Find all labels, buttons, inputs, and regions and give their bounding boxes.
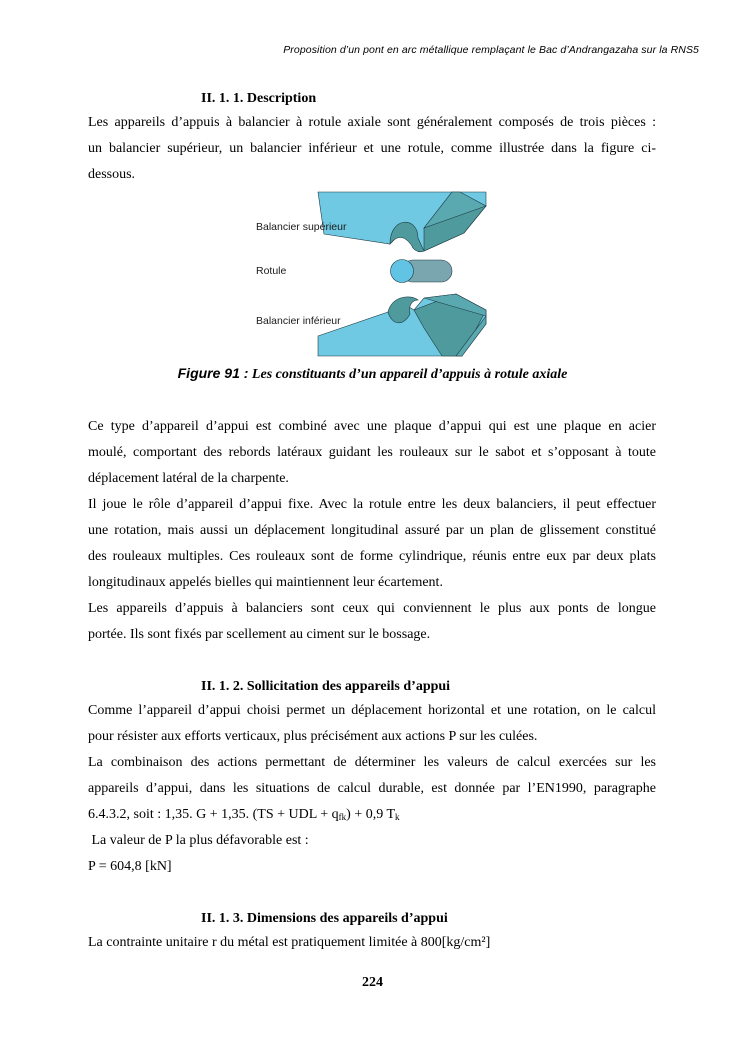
figure-caption-text: Les constituants d’un appareil d’appuis à rotule axiale	[248, 367, 568, 382]
text-line: déplacement latéral de la charpente.	[88, 471, 289, 486]
section-heading-solicitation: II. 1. 2. Sollicitation des appareils d’appui	[201, 679, 451, 694]
running-header: Proposition d’un pont en arc métallique remplaçant le Bac d’Andrangazaha sur la RNS5	[283, 44, 699, 56]
text-line: pour résister aux efforts verticaux, plus précisément aux actions P sur les culées.	[88, 729, 538, 744]
page-number: 224	[362, 975, 383, 990]
bearing-type-paragraph	[88, 414, 656, 648]
load-combination-formula: 6.4.3.2, soit : 1,35. G + 1,35. (TS + UDL + $q_{fk}) + 0,9$ $T_k$	[88, 807, 400, 822]
description-paragraph	[88, 110, 656, 188]
label-rotule: Rotule	[256, 265, 287, 277]
text-line: Ce type d’appareil d’appui est combiné avec une plaque d’appui qui est une plaque en acier	[88, 419, 656, 434]
text-line: Comme l’appareil d’appui choisi permet un déplacement horizontal et une rotation, on le calcul	[88, 703, 656, 718]
section-heading-description: II. 1. 1. Description	[201, 91, 317, 106]
text-line: dessous.	[88, 167, 136, 182]
text-line: Les appareils d’appuis à balancier à rotule axiale sont généralement composés de trois pièces :	[88, 115, 656, 130]
lower-rocker-illustration	[318, 294, 486, 356]
figure-caption-number: Figure 91 :	[177, 365, 249, 381]
load-value: P = 604,8 [kN]	[88, 859, 172, 874]
label-lower-rocker: Balancier inférieur	[256, 315, 341, 327]
text-line: des rouleaux multiples. Ces rouleaux sont de forme cylindrique, réunis entre eux par deux plats	[88, 549, 656, 564]
text-line: La valeur de P la plus défavorable est :	[88, 833, 309, 848]
bearing-components-figure	[252, 188, 494, 358]
text-line: une rotation, mais aussi un déplacement longitudinal assuré par un plan de glissement constitué	[88, 523, 656, 538]
text-line: Les appareils d’appuis à balanciers sont ceux qui conviennent le plus aux ponts de longue	[88, 601, 656, 616]
text-line: portée. Ils sont fixés par scellement au ciment sur le bossage.	[88, 627, 431, 642]
text-line: moulé, comportant des rebords latéraux guidant les rouleaux sur le sabot et s’opposant à toute	[88, 445, 656, 460]
rotule-end	[391, 260, 414, 283]
solicitation-paragraph	[88, 698, 656, 880]
rotule-illustration	[391, 260, 453, 283]
text-line: La contrainte unitaire r du métal est pratiquement limitée à 800[kg/cm²]	[88, 935, 491, 950]
text-line: un balancier supérieur, un balancier inférieur et une rotule, comme illustrée dans la figure ci-	[88, 141, 656, 156]
label-upper-rocker: Balancier supérieur	[256, 221, 347, 233]
figure-caption	[0, 365, 745, 383]
text-line: La combinaison des actions permettant de déterminer les valeurs de calcul exercées sur les	[88, 755, 656, 770]
text-line: appareils d’appui, dans les situations de calcul durable, est donnée par l’EN1990, paragraphe	[88, 781, 656, 796]
text-line: Il joue le rôle d’appareil d’appui fixe. Avec la rotule entre les deux balanciers, il peut effectuer	[88, 497, 656, 512]
text-line: longitudinaux appelés bielles qui maintiennent leur écartement.	[88, 575, 443, 590]
dimensions-paragraph	[88, 930, 656, 956]
section-heading-dimensions: II. 1. 3. Dimensions des appareils d’appui	[201, 911, 448, 926]
